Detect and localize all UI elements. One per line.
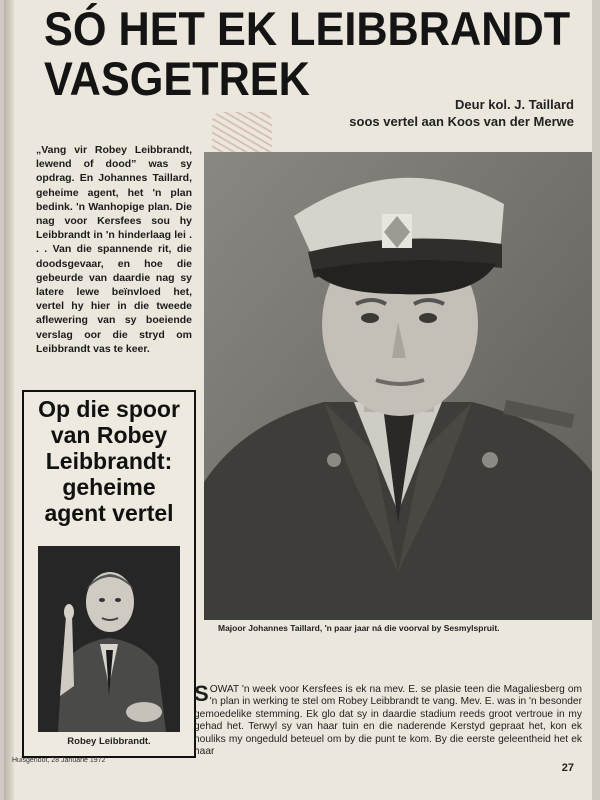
- boxout-title-line: Leibbrandt:: [45, 448, 173, 474]
- main-photo-caption: Majoor Johannes Taillard, 'n paar jaar ná die voorval by Sesmylspruit.: [218, 623, 500, 633]
- inset-caption: Robey Leibbrandt.: [67, 736, 151, 747]
- inset-photo-leibbrandt: [38, 546, 180, 732]
- byline-author: Deur kol. J. Taillard: [455, 97, 574, 112]
- headline-line-1: SÓ HET EK LEIBBRANDT: [44, 2, 571, 55]
- boxout-title-line: Op die spoor: [38, 396, 180, 422]
- boxout-title-line: agent vertel: [44, 500, 174, 526]
- page-spine-shadow: [4, 0, 14, 800]
- byline: [349, 96, 574, 130]
- article-body-text: OWAT 'n week voor Kersfees is ek na mev. E. se plasie teen die Magaliesberg om 'n plan in werking te stel om Robey Leibbrandt te vang. Mev. E. was in 'n besonder gemoedelike stemming. Ek glo dat sy in daardie stadium reeds groot vertroue in my gehad het. Terwyl sy van haar tuin en die naderende Kerstyd gepraat het, kon ek nouliks my ongeduld beteuel om by die punt te kom. By die eerste geleentheid het ek haar: [194, 684, 582, 758]
- boxout-title-line: van Robey: [50, 422, 168, 448]
- article-body: [194, 681, 582, 758]
- inset-photo-illustration: [38, 546, 180, 732]
- boxout-title: [24, 396, 194, 526]
- main-photo-taillard: [204, 152, 592, 620]
- page-number: 27: [561, 762, 574, 774]
- main-photo-illustration: [204, 152, 592, 620]
- intro-paragraph: „Vang vir Robey Leibbrandt, lewend of dood” was sy opdrag. En Johannes Taillard, geheime agent, het 'n plan bedink. 'n Wanhopige plan. Die nag voor Kersfees sou hy Leibbrandt in 'n hinderlaag lei . . . Van die spannende rit, die doodsgevaar, en hoe die gebeurde van daardie nag sy latere lewe beïnvloed het, vertel hy hier in die tweede aflewering van sy boeiende verslag oor die stryd om Leibbrandt vas te keer.: [36, 144, 192, 355]
- byline-told-to: soos vertel aan Koos van der Merwe: [349, 114, 574, 129]
- boxout-title-line: geheime: [62, 474, 156, 500]
- footer-issue: Huisgenoot, 28 Januarie 1972: [12, 757, 106, 764]
- drop-cap: S: [194, 681, 209, 706]
- boxout: [22, 390, 196, 758]
- magazine-page: [4, 0, 592, 800]
- headline-line-2: VASGETREK: [44, 52, 310, 105]
